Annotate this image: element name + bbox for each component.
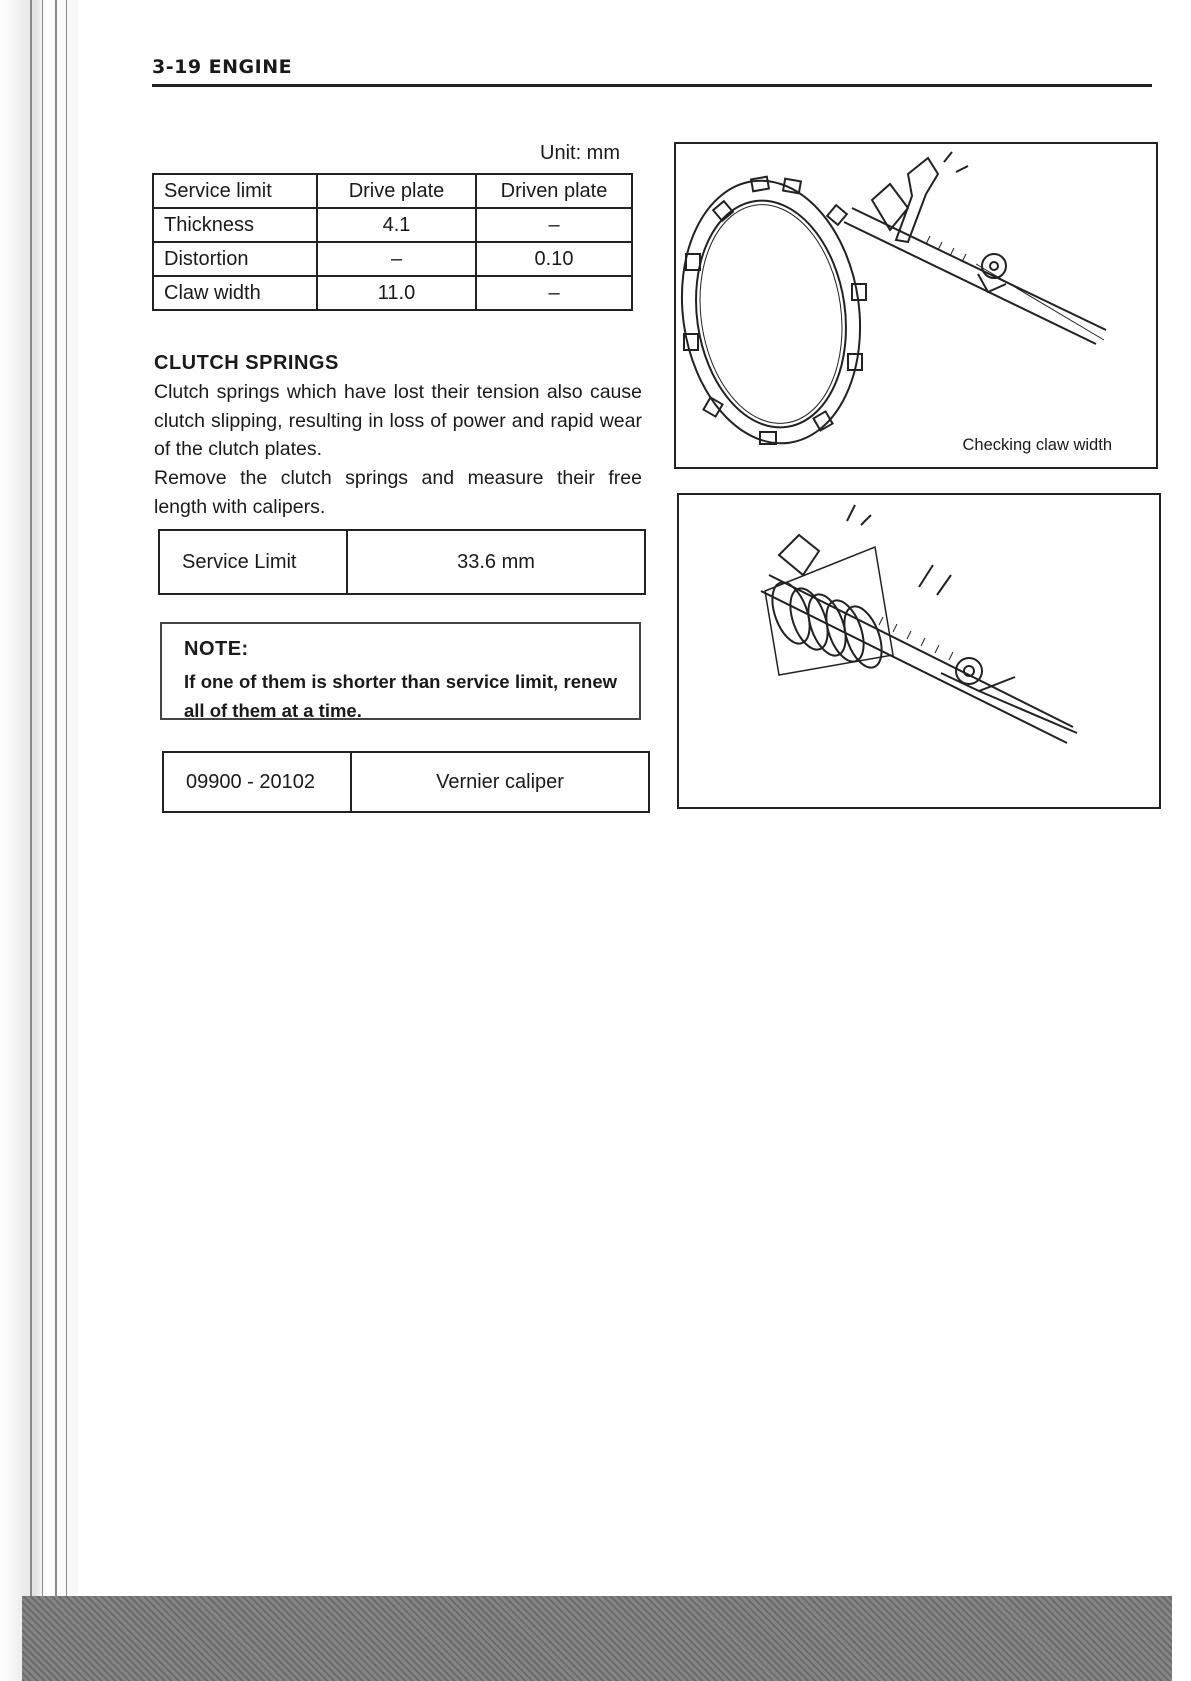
table-cell: 11.0	[317, 276, 476, 310]
table-cell: –	[317, 242, 476, 276]
spring-length-figure	[677, 493, 1161, 809]
spring-service-limit-box	[158, 529, 646, 595]
spring-caliper-illustration	[679, 495, 1159, 807]
tool-name: Vernier caliper	[436, 770, 564, 793]
service-limit-table	[152, 173, 633, 311]
section-title: CLUTCH SPRINGS	[154, 352, 339, 374]
table-cell: Claw width	[153, 276, 317, 310]
table-header-cell: Driven plate	[476, 174, 632, 208]
binding-line	[30, 0, 32, 1600]
special-tool-box	[162, 751, 650, 813]
page-title: 3-19 ENGINE	[152, 56, 293, 78]
note-box	[160, 622, 641, 720]
claw-width-figure	[674, 142, 1158, 469]
clutch-plate-caliper-illustration	[676, 144, 1156, 467]
figure-caption: Checking claw width	[962, 436, 1112, 454]
paragraph: Clutch springs which have lost their tension also cause clutch slipping, resulting in loss of power and rapid wear of the clutch plates.	[154, 381, 642, 460]
binding-line	[55, 0, 57, 1600]
table-cell: Distortion	[153, 242, 317, 276]
paragraph: Remove the clutch springs and measure their free length with calipers.	[154, 467, 642, 518]
page-binding-edge	[0, 0, 78, 1681]
table-header-row	[153, 174, 632, 208]
unit-label: Unit: mm	[540, 142, 620, 164]
note-title: NOTE:	[184, 638, 249, 660]
table-row	[153, 242, 632, 276]
table-cell: Thickness	[153, 208, 317, 242]
table-cell: 0.10	[476, 242, 632, 276]
table-cell: 4.1	[317, 208, 476, 242]
table-row	[153, 276, 632, 310]
table-header-cell: Service limit	[153, 174, 317, 208]
table-cell: –	[476, 276, 632, 310]
note-text: If one of them is shorter than service limit, renew all of them at a time.	[184, 671, 617, 721]
limit-value: 33.6 mm	[457, 550, 535, 573]
limit-label: Service Limit	[160, 531, 348, 593]
tool-part-number: 09900 - 20102	[164, 753, 352, 811]
page-header	[152, 56, 1152, 87]
table-header-cell: Drive plate	[317, 174, 476, 208]
table-row	[153, 208, 632, 242]
table-cell: –	[476, 208, 632, 242]
scan-shadow-bottom	[22, 1596, 1172, 1681]
binding-line	[42, 0, 43, 1600]
binding-line	[66, 0, 67, 1600]
